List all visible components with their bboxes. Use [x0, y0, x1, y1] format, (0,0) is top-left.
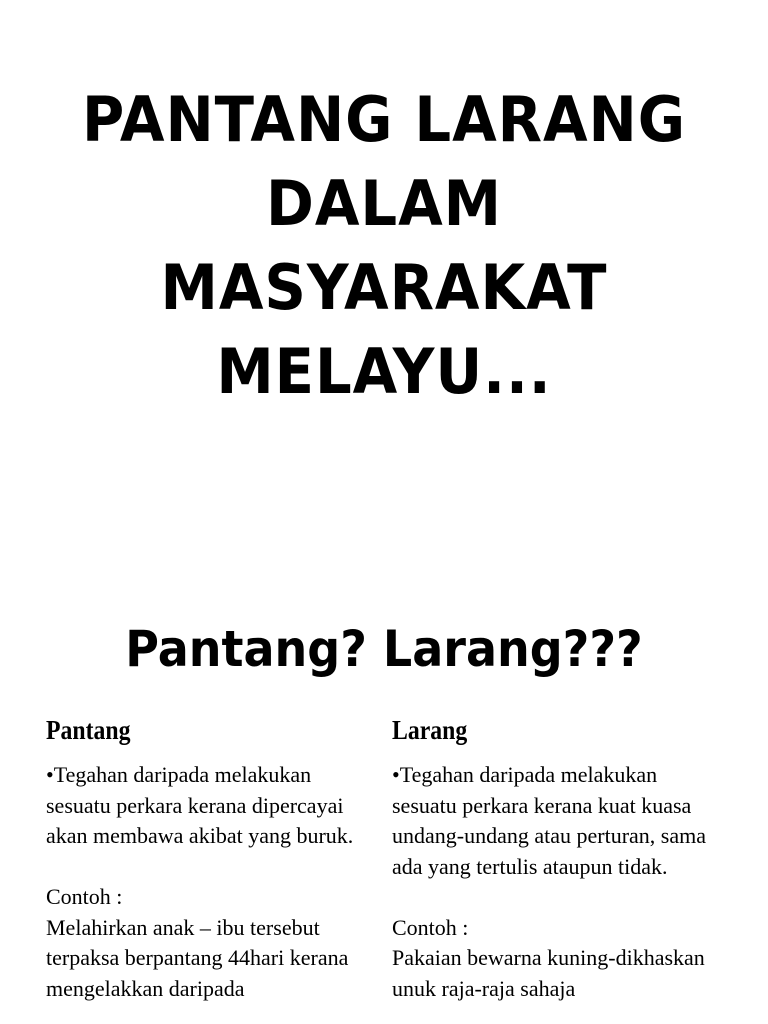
pantang-definition: •Tegahan daripada melakukan sesuatu perkara kerana dipercayai akan membawa akibat yang buruk. — [46, 762, 354, 848]
larang-example-label: Contoh : — [392, 914, 469, 940]
title-line: DALAM — [266, 167, 502, 240]
pantang-heading: Pantang — [46, 715, 131, 745]
slide-title — [27, 78, 741, 414]
pantang-column — [46, 712, 376, 1004]
title-line: MASYARAKAT — [160, 251, 608, 324]
pantang-example-text: Melahirkan anak – ibu tersebut terpaksa berpantang 44hari kerana mengelakkan daripada — [46, 914, 349, 1001]
slide-heading: Pantang? Larang??? — [125, 620, 643, 678]
title-line: MELAYU... — [216, 335, 552, 408]
larang-heading: Larang — [392, 715, 468, 745]
title-line: PANTANG LARANG — [81, 83, 686, 156]
pantang-example-label: Contoh : — [46, 884, 123, 909]
larang-column — [392, 712, 727, 1004]
larang-example-text: Pakaian bewarna kuning-dikhaskan unuk raja-raja sahaja — [392, 945, 705, 1001]
larang-definition: •Tegahan daripada melakukan sesuatu perkara kerana kuat kuasa undang-undang atau perturan, sama ada yang tertulis ataupun tidak. — [392, 762, 706, 879]
